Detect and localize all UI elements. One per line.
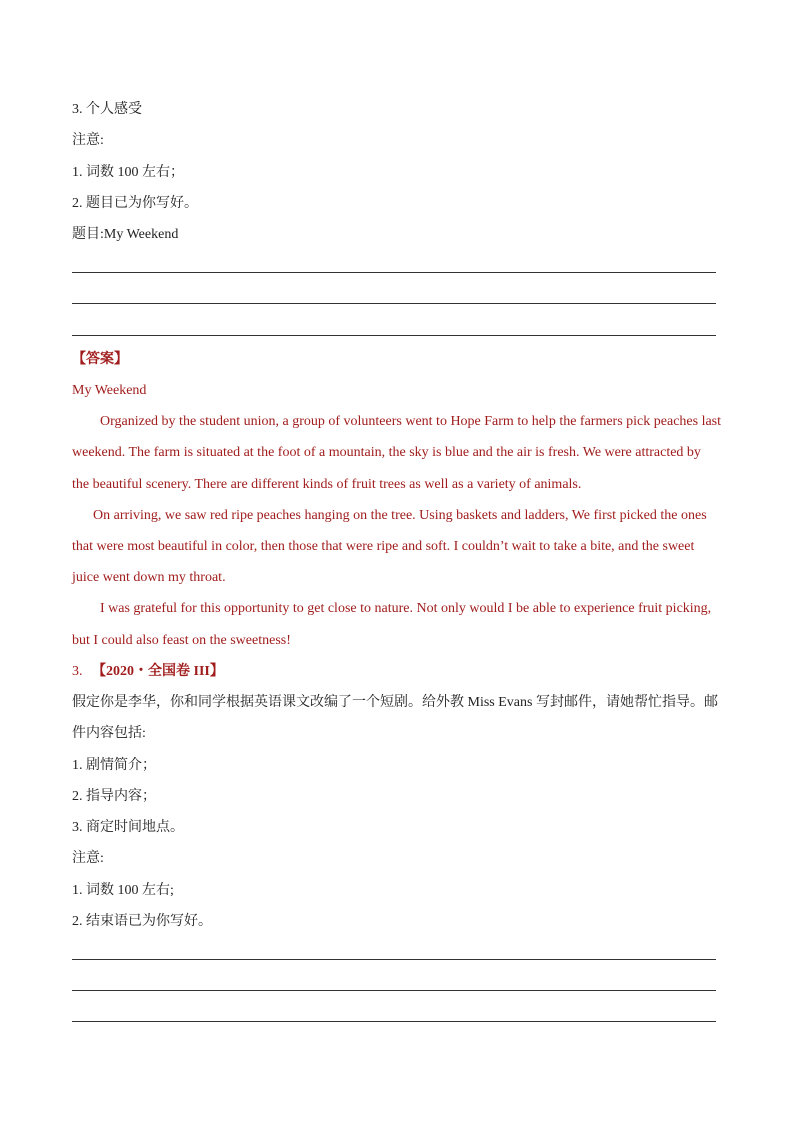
task3-header: [72, 663, 224, 681]
task3-prompt-line1: 假定你是李华，你和同学根据英语课文改编了一个短剧。给外教 Miss Evans 写封邮件，请她帮忙指导。邮: [72, 695, 718, 710]
task3-source: 【2020・全国卷 III】: [92, 664, 224, 679]
answer-rule: [72, 990, 716, 991]
task3-item-2: 2. 指导内容；: [72, 789, 156, 804]
answer-label: 【答案】: [72, 352, 128, 367]
task3-item-3: 3. 商定时间地点。: [72, 820, 184, 835]
task2-note-2: 2. 题目已为你写好。: [72, 196, 198, 211]
task2-notes-heading: 注意:: [72, 133, 104, 148]
essay-p1-line1: Organized by the student union, a group of volunteers went to Hope Farm to help the farmers pick peaches last: [100, 414, 722, 429]
task3-prompt-line2: 件内容包括:: [72, 726, 146, 741]
essay-p2-line2: that were most beautiful in color, then those that were ripe and soft. I couldn’t wait to take a bite, and the sweet: [72, 539, 695, 554]
task3-notes-heading: 注意:: [72, 851, 104, 866]
answer-rule: [72, 1021, 716, 1022]
answer-rule: [72, 959, 716, 960]
answer-rule: [72, 272, 716, 273]
essay-p1-line3: the beautiful scenery. There are different kinds of fruit trees as well as a variety of animals.: [72, 477, 582, 492]
task3-note-2: 2. 结束语已为你写好。: [72, 914, 212, 929]
task2-title-line: 题目:My Weekend: [72, 227, 179, 242]
answer-rule: [72, 303, 716, 304]
task2-point-3: 3. 个人感受: [72, 102, 142, 117]
essay-title: My Weekend: [72, 383, 147, 398]
essay-p3-line1: I was grateful for this opportunity to get close to nature. Not only would I be able to experience fruit picking,: [100, 601, 712, 616]
essay-p2-line3: juice went down my throat.: [72, 570, 226, 585]
task3-number: 3.: [72, 664, 83, 679]
task3-note-1: 1. 词数 100 左右;: [72, 883, 174, 898]
essay-p1-line2: weekend. The farm is situated at the foot of a mountain, the sky is blue and the air is fresh. We were attracted by: [72, 445, 701, 460]
essay-p2-line1: On arriving, we saw red ripe peaches hanging on the tree. Using baskets and ladders, We first picked the ones: [93, 508, 707, 523]
task3-item-1: 1. 剧情简介；: [72, 758, 156, 773]
essay-p3-line2: but I could also feast on the sweetness!: [72, 633, 291, 648]
answer-rule: [72, 335, 716, 336]
task2-note-1: 1. 词数 100 左右；: [72, 165, 184, 180]
